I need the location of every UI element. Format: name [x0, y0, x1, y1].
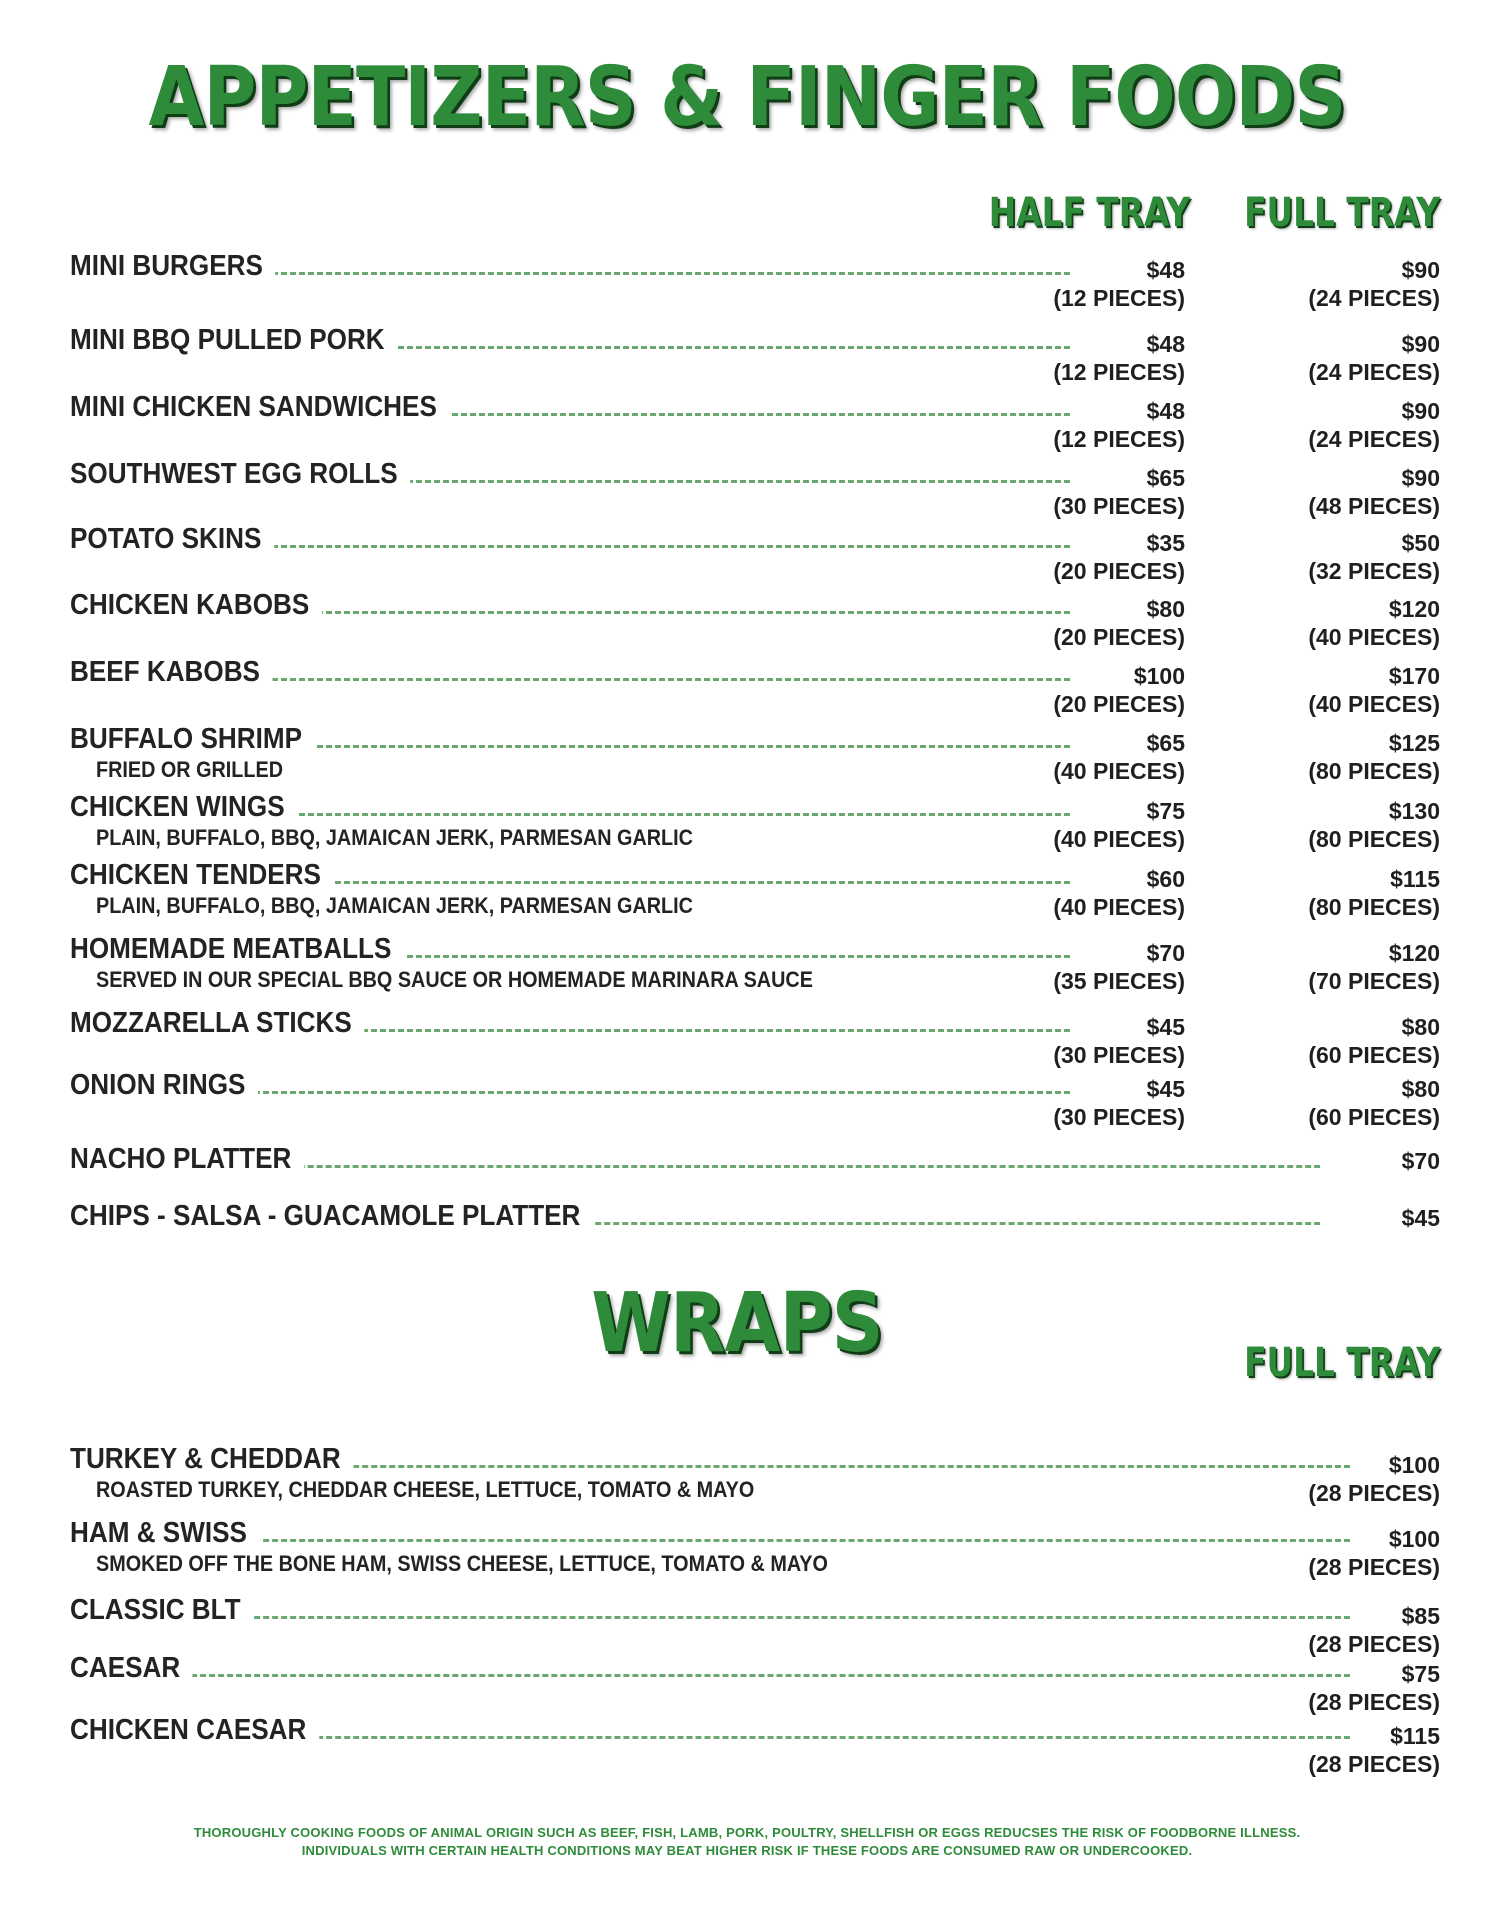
half-tray-price — [970, 1013, 1185, 1069]
item-name: POTATO SKINS — [70, 523, 274, 556]
menu-row — [70, 656, 1440, 726]
menu-row — [70, 1007, 1440, 1077]
full-price: $80 — [1401, 1076, 1440, 1102]
item-name: CHICKEN KABOBS — [70, 589, 322, 622]
half-qty: (12 PIECES) — [1053, 426, 1185, 452]
half-qty: (40 PIECES) — [1053, 894, 1185, 920]
half-qty: (30 PIECES) — [1053, 493, 1185, 519]
full-price: $170 — [1388, 663, 1440, 689]
half-price: $70 — [1146, 940, 1185, 966]
full-tray-price — [1220, 662, 1440, 718]
full-qty: (70 PIECES) — [1308, 968, 1440, 994]
full-tray-price — [1220, 464, 1440, 520]
half-price: $45 — [1146, 1014, 1185, 1040]
notice-line-1: THOROUGHLY COOKING FOODS OF ANIMAL ORIGIN SUCH AS BEEF, FISH, LAMB, PORK, POULTRY, SHELLFISH OR EGGS REDUCSES THE RISK OF FOODBORNE ILLNESS. — [193, 1825, 1301, 1840]
item-name: CHICKEN WINGS — [70, 791, 297, 824]
item-name: BUFFALO SHRIMP — [70, 723, 315, 756]
half-tray-price — [970, 797, 1185, 853]
half-price: $75 — [1146, 798, 1185, 824]
wrap-qty: (28 PIECES) — [1308, 1554, 1440, 1580]
full-price: $90 — [1401, 257, 1440, 283]
appetizers-title: APPETIZERS & FINGER FOODS — [148, 50, 1346, 145]
wrap-price — [1220, 1602, 1440, 1658]
notice-line-2: INDIVIDUALS WITH CERTAIN HEALTH CONDITIONS MAY BEAT HIGHER RISK IF THESE FOODS ARE CONSUMED RAW OR UNDERCOOKED. — [301, 1843, 1193, 1858]
item-name: MOZZARELLA STICKS — [70, 1007, 364, 1040]
full-tray-price — [1220, 729, 1440, 785]
full-price: $90 — [1401, 465, 1440, 491]
wrap-name: CHICKEN CAESAR — [70, 1714, 319, 1747]
full-price: $115 — [1390, 866, 1440, 892]
platter-name: NACHO PLATTER — [70, 1143, 304, 1176]
full-price: $90 — [1401, 398, 1440, 424]
half-tray-price — [970, 939, 1185, 995]
platter-price: $70 — [1320, 1147, 1440, 1175]
full-tray-price — [1220, 595, 1440, 651]
full-qty: (24 PIECES) — [1308, 359, 1440, 385]
full-qty: (60 PIECES) — [1308, 1104, 1440, 1130]
half-qty: (30 PIECES) — [1053, 1104, 1185, 1130]
half-price: $80 — [1146, 596, 1185, 622]
menu-row — [70, 523, 1440, 593]
wrap-name: HAM & SWISS — [70, 1517, 260, 1550]
full-qty: (40 PIECES) — [1308, 691, 1440, 717]
half-price: $48 — [1146, 257, 1185, 283]
full-qty: (48 PIECES) — [1308, 493, 1440, 519]
full-qty: (80 PIECES) — [1308, 758, 1440, 784]
platter-row — [70, 1200, 1440, 1270]
half-tray-price — [970, 865, 1185, 921]
half-tray-price — [970, 464, 1185, 520]
half-qty: (40 PIECES) — [1053, 758, 1185, 784]
half-price: $65 — [1146, 730, 1185, 756]
menu-row — [70, 859, 1440, 929]
wrap-name: TURKEY & CHEDDAR — [70, 1443, 353, 1476]
half-tray-price — [970, 662, 1185, 718]
item-description: PLAIN, BUFFALO, BBQ, JAMAICAN JERK, PARMESAN GARLIC — [96, 825, 693, 850]
full-tray-price — [1220, 256, 1440, 312]
half-qty: (20 PIECES) — [1053, 624, 1185, 650]
full-price: $80 — [1401, 1014, 1440, 1040]
full-tray-price — [1220, 865, 1440, 921]
food-safety-notice — [0, 1824, 1494, 1860]
full-tray-header: FULL TRAY — [1244, 190, 1440, 236]
platter-name: CHIPS - SALSA - GUACAMOLE PLATTER — [70, 1200, 593, 1233]
half-price: $48 — [1146, 331, 1185, 357]
item-name: MINI BBQ PULLED PORK — [70, 324, 397, 357]
full-qty: (32 PIECES) — [1308, 558, 1440, 584]
menu-row — [70, 723, 1440, 793]
wrap-row — [70, 1443, 1440, 1513]
menu-row — [70, 324, 1440, 394]
full-qty: (60 PIECES) — [1308, 1042, 1440, 1068]
dotted-leader — [110, 1674, 1350, 1677]
menu-row — [70, 1069, 1440, 1139]
half-qty: (20 PIECES) — [1053, 558, 1185, 584]
half-tray-price — [970, 330, 1185, 386]
item-name: CHICKEN TENDERS — [70, 859, 333, 892]
half-qty: (40 PIECES) — [1053, 826, 1185, 852]
half-price: $100 — [1133, 663, 1185, 689]
wrap-qty: (28 PIECES) — [1308, 1751, 1440, 1777]
menu-row — [70, 250, 1440, 320]
full-price: $120 — [1388, 596, 1440, 622]
dotted-leader — [110, 1539, 1350, 1542]
half-qty: (35 PIECES) — [1053, 968, 1185, 994]
full-price: $120 — [1388, 940, 1440, 966]
item-description: PLAIN, BUFFALO, BBQ, JAMAICAN JERK, PARMESAN GARLIC — [96, 893, 693, 918]
wrap-name: CLASSIC BLT — [70, 1594, 253, 1627]
wrap-price — [1220, 1525, 1440, 1581]
wrap-qty: (28 PIECES) — [1308, 1689, 1440, 1715]
wrap-price — [1220, 1722, 1440, 1778]
half-price: $35 — [1146, 530, 1185, 556]
menu-row — [70, 458, 1440, 528]
wrap-price — [1220, 1660, 1440, 1716]
full-tray-price — [1220, 330, 1440, 386]
menu-row — [70, 933, 1440, 1003]
full-tray-price — [1220, 529, 1440, 585]
full-price: $130 — [1388, 798, 1440, 824]
half-price: $48 — [1146, 398, 1185, 424]
full-qty: (24 PIECES) — [1308, 285, 1440, 311]
item-name: MINI BURGERS — [70, 250, 275, 283]
half-price: $45 — [1146, 1076, 1185, 1102]
half-tray-header: HALF TRAY — [988, 190, 1190, 236]
wrap-row — [70, 1517, 1440, 1587]
half-qty: (20 PIECES) — [1053, 691, 1185, 717]
half-tray-price — [970, 397, 1185, 453]
wrap-row — [70, 1652, 1440, 1722]
item-name: MINI CHICKEN SANDWICHES — [70, 391, 449, 424]
wrap-price-value: $100 — [1388, 1452, 1440, 1478]
full-qty: (24 PIECES) — [1308, 426, 1440, 452]
full-tray-price — [1220, 939, 1440, 995]
item-description: SERVED IN OUR SPECIAL BBQ SAUCE OR HOMEMADE MARINARA SAUCE — [96, 967, 813, 992]
full-tray-price — [1220, 797, 1440, 853]
wrap-price-value: $115 — [1390, 1723, 1440, 1749]
menu-row — [70, 791, 1440, 861]
full-qty: (40 PIECES) — [1308, 624, 1440, 650]
dotted-leader — [110, 1616, 1350, 1619]
item-description: FRIED OR GRILLED — [96, 757, 284, 782]
dotted-leader — [110, 1165, 1410, 1168]
half-qty: (12 PIECES) — [1053, 285, 1185, 311]
half-qty: (30 PIECES) — [1053, 1042, 1185, 1068]
wrap-qty: (28 PIECES) — [1308, 1631, 1440, 1657]
half-tray-price — [970, 1075, 1185, 1131]
half-price: $65 — [1146, 465, 1185, 491]
wrap-price — [1220, 1451, 1440, 1507]
half-tray-price — [970, 595, 1185, 651]
wraps-full-tray-header: FULL TRAY — [1244, 1340, 1440, 1386]
wrap-price-value: $100 — [1388, 1526, 1440, 1552]
wraps-title: WRAPS — [591, 1276, 883, 1371]
wrap-price-value: $75 — [1401, 1661, 1440, 1687]
half-tray-price — [970, 529, 1185, 585]
wrap-description: ROASTED TURKEY, CHEDDAR CHEESE, LETTUCE, TOMATO & MAYO — [96, 1477, 755, 1502]
item-name: HOMEMADE MEATBALLS — [70, 933, 404, 966]
wrap-qty: (28 PIECES) — [1308, 1480, 1440, 1506]
wrap-price-value: $85 — [1401, 1603, 1440, 1629]
wrap-name: CAESAR — [70, 1652, 193, 1685]
full-price: $90 — [1401, 331, 1440, 357]
full-tray-price — [1220, 397, 1440, 453]
half-tray-price — [970, 256, 1185, 312]
full-qty: (80 PIECES) — [1308, 894, 1440, 920]
half-qty: (12 PIECES) — [1053, 359, 1185, 385]
full-price: $125 — [1388, 730, 1440, 756]
full-tray-price — [1220, 1013, 1440, 1069]
menu-row — [70, 391, 1440, 461]
half-price: $60 — [1146, 866, 1185, 892]
item-name: SOUTHWEST EGG ROLLS — [70, 458, 410, 491]
item-name: ONION RINGS — [70, 1069, 258, 1102]
half-tray-price — [970, 729, 1185, 785]
platter-price: $45 — [1320, 1204, 1440, 1232]
full-tray-price — [1220, 1075, 1440, 1131]
wrap-description: SMOKED OFF THE BONE HAM, SWISS CHEESE, LETTUCE, TOMATO & MAYO — [96, 1551, 828, 1576]
wrap-row — [70, 1714, 1440, 1784]
item-name: BEEF KABOBS — [70, 656, 273, 689]
full-qty: (80 PIECES) — [1308, 826, 1440, 852]
full-price: $50 — [1401, 530, 1440, 556]
menu-row — [70, 589, 1440, 659]
